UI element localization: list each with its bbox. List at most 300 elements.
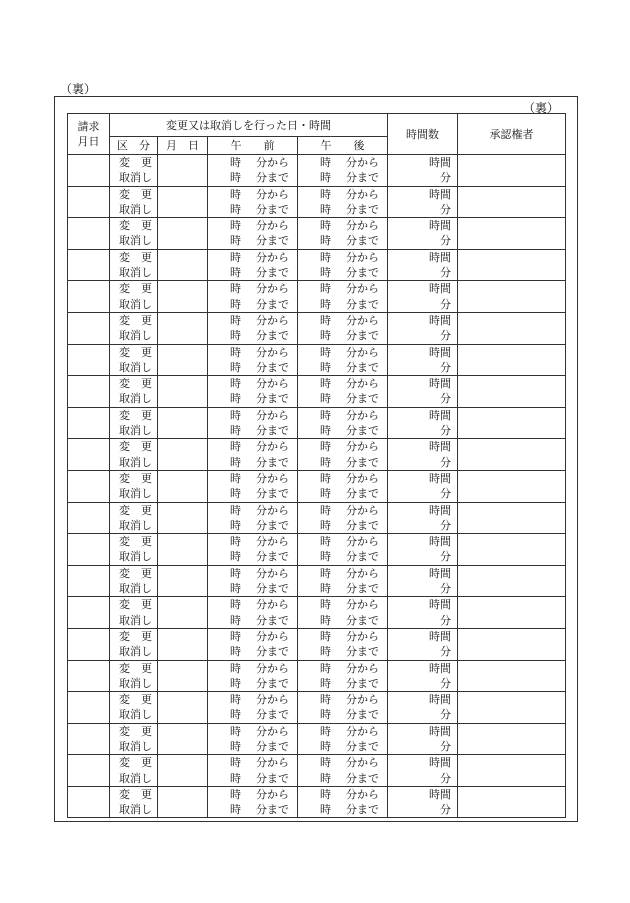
header-request-date-line1: 請求 [77,120,100,133]
kubun-change-label: 変 更 [119,250,152,264]
hours-cell[interactable] [388,407,458,439]
am-time-cell[interactable] [208,723,298,755]
hours-label: 時間 [429,787,451,801]
hours-cell[interactable] [388,755,458,787]
header-change-title: 変更又は取消しを行った日・時間 [110,114,388,137]
approver-cell[interactable] [458,407,566,439]
kubun-cell[interactable] [110,755,158,787]
header-pm: 午 後 [298,137,388,155]
approver-cell[interactable] [458,597,566,629]
kubun-cell[interactable] [110,218,158,250]
month-day-cell[interactable] [158,218,208,250]
am-from-label: 時 分から [230,693,289,707]
change-cancel-table [67,113,566,818]
kubun-cell[interactable] [110,502,158,534]
pm-time-cell[interactable] [298,155,388,187]
request-date-cell[interactable] [68,692,110,724]
pm-until-label: 時 分まで [320,613,379,627]
hours-cell[interactable] [388,628,458,660]
hours-label: 時間 [429,503,451,517]
request-date-cell[interactable] [68,470,110,502]
am-time-cell[interactable] [208,376,298,408]
request-date-cell[interactable] [68,660,110,692]
kubun-change-label: 変 更 [119,661,152,675]
hours-cell[interactable] [388,155,458,187]
kubun-cancel-label: 取消し [119,676,152,690]
am-until-label: 時 分まで [230,455,289,469]
minutes-label: 分 [440,582,451,596]
request-date-cell[interactable] [68,218,110,250]
pm-time-cell[interactable] [298,407,388,439]
am-until-label: 時 分まで [230,392,289,406]
table-row [68,534,566,566]
am-time-cell[interactable] [208,249,298,281]
header-am: 午 前 [208,137,298,155]
am-from-label: 時 分から [230,250,289,264]
am-until-label: 時 分まで [230,550,289,564]
am-time-cell[interactable] [208,312,298,344]
hours-cell[interactable] [388,565,458,597]
request-date-cell[interactable] [68,312,110,344]
table-row [68,218,566,250]
kubun-cell[interactable] [110,534,158,566]
pm-until-label: 時 分まで [320,645,379,659]
hours-label: 時間 [429,219,451,233]
approver-cell[interactable] [458,344,566,376]
kubun-change-label: 変 更 [119,219,152,233]
request-date-cell[interactable] [68,786,110,818]
minutes-label: 分 [440,392,451,406]
hours-cell[interactable] [388,597,458,629]
hours-label: 時間 [429,629,451,643]
minutes-label: 分 [440,645,451,659]
request-date-cell[interactable] [68,534,110,566]
am-until-label: 時 分まで [230,518,289,532]
request-date-cell[interactable] [68,723,110,755]
am-time-cell[interactable] [208,218,298,250]
table-body [68,155,566,818]
kubun-cell[interactable] [110,376,158,408]
am-until-label: 時 分まで [230,803,289,817]
request-date-cell[interactable] [68,249,110,281]
table-row [68,407,566,439]
am-from-label: 時 分から [230,535,289,549]
hours-label: 時間 [429,187,451,201]
approver-cell[interactable] [458,186,566,218]
table-row [68,155,566,187]
kubun-cell[interactable] [110,186,158,218]
month-day-cell[interactable] [158,281,208,313]
kubun-cancel-label: 取消し [119,771,152,785]
minutes-label: 分 [440,550,451,564]
table-row [68,755,566,787]
pm-from-label: 時 分から [320,408,379,422]
pm-time-cell[interactable] [298,692,388,724]
hours-label: 時間 [429,282,451,296]
am-from-label: 時 分から [230,471,289,485]
pm-from-label: 時 分から [320,250,379,264]
pm-until-label: 時 分まで [320,771,379,785]
hours-cell[interactable] [388,186,458,218]
kubun-cancel-label: 取消し [119,424,152,438]
pm-until-label: 時 分まで [320,424,379,438]
table-row [68,344,566,376]
table-row [68,249,566,281]
am-until-label: 時 分まで [230,329,289,343]
pm-until-label: 時 分まで [320,708,379,722]
am-time-cell[interactable] [208,692,298,724]
pm-from-label: 時 分から [320,503,379,517]
am-from-label: 時 分から [230,156,289,169]
minutes-label: 分 [440,202,451,216]
hours-label: 時間 [429,661,451,675]
hours-label: 時間 [429,471,451,485]
hours-label: 時間 [429,756,451,770]
pm-time-cell[interactable] [298,439,388,471]
hours-label: 時間 [429,566,451,580]
am-until-label: 時 分まで [230,582,289,596]
pm-from-label: 時 分から [320,566,379,580]
approver-cell[interactable] [458,660,566,692]
pm-time-cell[interactable] [298,755,388,787]
month-day-cell[interactable] [158,692,208,724]
pm-time-cell[interactable] [298,376,388,408]
kubun-cell[interactable] [110,344,158,376]
kubun-cell[interactable] [110,407,158,439]
kubun-change-label: 変 更 [119,693,152,707]
am-until-label: 時 分まで [230,708,289,722]
minutes-label: 分 [440,329,451,343]
kubun-cell[interactable] [110,439,158,471]
pm-time-cell[interactable] [298,312,388,344]
header-request-date [68,114,110,155]
hours-cell[interactable] [388,534,458,566]
pm-time-cell[interactable] [298,565,388,597]
form-frame [54,96,578,822]
pm-from-label: 時 分から [320,377,379,391]
request-date-cell[interactable] [68,344,110,376]
kubun-cancel-label: 取消し [119,613,152,627]
month-day-cell[interactable] [158,565,208,597]
minutes-label: 分 [440,739,451,753]
minutes-label: 分 [440,803,451,817]
month-day-cell[interactable] [158,186,208,218]
am-until-label: 時 分まで [230,676,289,690]
hours-cell[interactable] [388,249,458,281]
minutes-label: 分 [440,455,451,469]
am-from-label: 時 分から [230,408,289,422]
pm-from-label: 時 分から [320,629,379,643]
month-day-cell[interactable] [158,786,208,818]
kubun-cancel-label: 取消し [119,171,152,185]
approver-cell[interactable] [458,281,566,313]
pm-until-label: 時 分まで [320,739,379,753]
table-row [68,628,566,660]
am-until-label: 時 分まで [230,171,289,185]
request-date-cell[interactable] [68,155,110,187]
pm-from-label: 時 分から [320,535,379,549]
minutes-label: 分 [440,487,451,501]
approver-cell[interactable] [458,249,566,281]
header-request-date-line2: 月日 [77,135,100,148]
minutes-label: 分 [440,676,451,690]
kubun-cancel-label: 取消し [119,645,152,659]
request-date-cell[interactable] [68,281,110,313]
pm-time-cell[interactable] [298,281,388,313]
request-date-cell[interactable] [68,597,110,629]
hours-cell[interactable] [388,723,458,755]
am-until-label: 時 分まで [230,202,289,216]
pm-time-cell[interactable] [298,628,388,660]
request-date-cell[interactable] [68,376,110,408]
approver-cell[interactable] [458,312,566,344]
am-from-label: 時 分から [230,345,289,359]
approver-cell[interactable] [458,628,566,660]
month-day-cell[interactable] [158,660,208,692]
table-row [68,660,566,692]
table-row [68,723,566,755]
am-from-label: 時 分から [230,187,289,201]
am-until-label: 時 分まで [230,234,289,248]
pm-from-label: 時 分から [320,756,379,770]
am-until-label: 時 分まで [230,297,289,311]
pm-from-label: 時 分から [320,156,379,169]
minutes-label: 分 [440,234,451,248]
month-day-cell[interactable] [158,155,208,187]
pm-from-label: 時 分から [320,313,379,327]
hours-label: 時間 [429,693,451,707]
pm-from-label: 時 分から [320,345,379,359]
table-row [68,376,566,408]
kubun-cell[interactable] [110,155,158,187]
kubun-change-label: 変 更 [119,629,152,643]
pm-from-label: 時 分から [320,787,379,801]
am-from-label: 時 分から [230,282,289,296]
kubun-cancel-label: 取消し [119,360,152,374]
approver-cell[interactable] [458,692,566,724]
pm-from-label: 時 分から [320,440,379,454]
kubun-cell[interactable] [110,692,158,724]
am-time-cell[interactable] [208,534,298,566]
month-day-cell[interactable] [158,249,208,281]
kubun-cancel-label: 取消し [119,803,152,817]
frame-label-back: （裏） [522,101,559,115]
request-date-cell[interactable] [68,186,110,218]
kubun-cell[interactable] [110,281,158,313]
pm-time-cell[interactable] [298,723,388,755]
hours-cell[interactable] [388,439,458,471]
pm-from-label: 時 分から [320,219,379,233]
header-hours: 時間数 [388,114,458,155]
kubun-cancel-label: 取消し [119,550,152,564]
minutes-label: 分 [440,708,451,722]
table-row [68,281,566,313]
hours-cell[interactable] [388,786,458,818]
hours-cell[interactable] [388,692,458,724]
kubun-cancel-label: 取消し [119,708,152,722]
kubun-change-label: 変 更 [119,156,152,169]
kubun-change-label: 変 更 [119,377,152,391]
pm-time-cell[interactable] [298,470,388,502]
pm-time-cell[interactable] [298,218,388,250]
pm-time-cell[interactable] [298,502,388,534]
am-time-cell[interactable] [208,755,298,787]
month-day-cell[interactable] [158,470,208,502]
approver-cell[interactable] [458,439,566,471]
kubun-cell[interactable] [110,786,158,818]
am-time-cell[interactable] [208,660,298,692]
header-approver: 承認権者 [458,114,566,155]
pm-until-label: 時 分まで [320,550,379,564]
hours-cell[interactable] [388,312,458,344]
approver-cell[interactable] [458,155,566,187]
am-time-cell[interactable] [208,155,298,187]
month-day-cell[interactable] [158,597,208,629]
pm-until-label: 時 分まで [320,455,379,469]
approver-cell[interactable] [458,534,566,566]
pm-time-cell[interactable] [298,249,388,281]
hours-label: 時間 [429,535,451,549]
kubun-change-label: 変 更 [119,756,152,770]
approver-cell[interactable] [458,502,566,534]
approver-cell[interactable] [458,786,566,818]
table-row [68,786,566,818]
hours-label: 時間 [429,440,451,454]
request-date-cell[interactable] [68,755,110,787]
approver-cell[interactable] [458,218,566,250]
hours-cell[interactable] [388,470,458,502]
kubun-cell[interactable] [110,565,158,597]
kubun-cell[interactable] [110,597,158,629]
am-time-cell[interactable] [208,786,298,818]
am-time-cell[interactable] [208,186,298,218]
request-date-cell[interactable] [68,407,110,439]
table-row [68,565,566,597]
month-day-cell[interactable] [158,312,208,344]
month-day-cell[interactable] [158,755,208,787]
table-row [68,597,566,629]
month-day-cell[interactable] [158,439,208,471]
kubun-cell[interactable] [110,249,158,281]
am-time-cell[interactable] [208,344,298,376]
month-day-cell[interactable] [158,407,208,439]
am-time-cell[interactable] [208,281,298,313]
month-day-cell[interactable] [158,502,208,534]
minutes-label: 分 [440,171,451,185]
month-day-cell[interactable] [158,534,208,566]
kubun-cell[interactable] [110,312,158,344]
pm-time-cell[interactable] [298,597,388,629]
am-time-cell[interactable] [208,565,298,597]
pm-time-cell[interactable] [298,786,388,818]
kubun-cancel-label: 取消し [119,266,152,280]
pm-from-label: 時 分から [320,187,379,201]
am-from-label: 時 分から [230,661,289,675]
am-time-cell[interactable] [208,502,298,534]
hours-label: 時間 [429,250,451,264]
approver-cell[interactable] [458,565,566,597]
kubun-change-label: 変 更 [119,566,152,580]
pm-until-label: 時 分まで [320,202,379,216]
am-time-cell[interactable] [208,597,298,629]
month-day-cell[interactable] [158,344,208,376]
approver-cell[interactable] [458,723,566,755]
pm-from-label: 時 分から [320,661,379,675]
kubun-change-label: 変 更 [119,345,152,359]
month-day-cell[interactable] [158,376,208,408]
request-date-cell[interactable] [68,628,110,660]
table-row [68,312,566,344]
pm-until-label: 時 分まで [320,518,379,532]
am-time-cell[interactable] [208,470,298,502]
hours-label: 時間 [429,156,451,169]
am-until-label: 時 分まで [230,645,289,659]
request-date-cell[interactable] [68,439,110,471]
month-day-cell[interactable] [158,628,208,660]
pm-from-label: 時 分から [320,693,379,707]
hours-cell[interactable] [388,218,458,250]
pm-time-cell[interactable] [298,344,388,376]
pm-from-label: 時 分から [320,598,379,612]
am-time-cell[interactable] [208,439,298,471]
hours-cell[interactable] [388,376,458,408]
am-until-label: 時 分まで [230,424,289,438]
kubun-cancel-label: 取消し [119,739,152,753]
approver-cell[interactable] [458,470,566,502]
kubun-change-label: 変 更 [119,535,152,549]
pm-time-cell[interactable] [298,534,388,566]
kubun-cell[interactable] [110,628,158,660]
hours-cell[interactable] [388,281,458,313]
month-day-cell[interactable] [158,723,208,755]
am-from-label: 時 分から [230,313,289,327]
hours-cell[interactable] [388,344,458,376]
hours-label: 時間 [429,345,451,359]
am-from-label: 時 分から [230,756,289,770]
approver-cell[interactable] [458,755,566,787]
pm-time-cell[interactable] [298,660,388,692]
pm-until-label: 時 分まで [320,360,379,374]
hours-label: 時間 [429,377,451,391]
table-row [68,692,566,724]
hours-cell[interactable] [388,502,458,534]
kubun-change-label: 変 更 [119,503,152,517]
pm-time-cell[interactable] [298,186,388,218]
kubun-change-label: 変 更 [119,282,152,296]
pm-until-label: 時 分まで [320,297,379,311]
kubun-cell[interactable] [110,723,158,755]
am-until-label: 時 分まで [230,360,289,374]
am-from-label: 時 分から [230,787,289,801]
kubun-cell[interactable] [110,660,158,692]
request-date-cell[interactable] [68,565,110,597]
am-until-label: 時 分まで [230,739,289,753]
approver-cell[interactable] [458,376,566,408]
kubun-cell[interactable] [110,470,158,502]
am-time-cell[interactable] [208,407,298,439]
request-date-cell[interactable] [68,502,110,534]
pm-from-label: 時 分から [320,471,379,485]
am-from-label: 時 分から [230,219,289,233]
am-time-cell[interactable] [208,628,298,660]
hours-cell[interactable] [388,660,458,692]
kubun-cancel-label: 取消し [119,234,152,248]
hours-label: 時間 [429,408,451,422]
am-until-label: 時 分まで [230,487,289,501]
pm-until-label: 時 分まで [320,803,379,817]
pm-from-label: 時 分から [320,282,379,296]
kubun-change-label: 変 更 [119,724,152,738]
